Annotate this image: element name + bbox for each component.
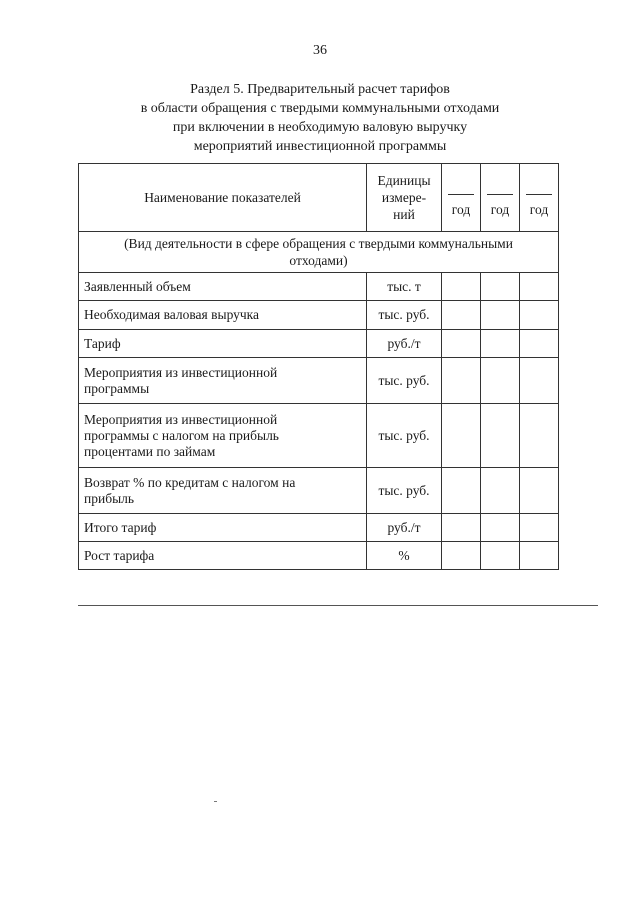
row-name-line: процентами по займам xyxy=(84,443,216,459)
table-row xyxy=(79,468,559,514)
header-unit-line: Единицы xyxy=(377,173,431,188)
heading-line: Раздел 5. Предварительный расчет тарифов xyxy=(190,82,450,97)
section-heading xyxy=(80,80,560,156)
row-name-line: Рост тарифа xyxy=(84,547,155,563)
year-label: год xyxy=(529,202,549,217)
row-indicator-name xyxy=(79,358,367,404)
row-value-cell xyxy=(520,301,559,330)
row-name-line: Заявленный объем xyxy=(84,278,191,294)
page-number: 36 xyxy=(313,43,327,58)
row-indicator-name xyxy=(79,404,367,468)
activity-type-title xyxy=(79,232,559,273)
row-value-cell xyxy=(442,301,481,330)
header-unit-line: ний xyxy=(393,207,415,222)
row-unit: % xyxy=(367,542,442,570)
row-name-line: Тариф xyxy=(84,335,121,351)
activity-type-line: (Вид деятельности в сфере обращения с твердыми коммунальными xyxy=(124,236,513,251)
row-indicator-name xyxy=(79,514,367,542)
row-value-cell xyxy=(520,330,559,358)
row-name-line: программы xyxy=(84,380,150,396)
row-indicator-name xyxy=(79,301,367,330)
table-row xyxy=(79,358,559,404)
row-value-cell xyxy=(442,404,481,468)
row-unit: руб./т xyxy=(367,514,442,542)
row-name-line: Мероприятия из инвестиционной xyxy=(84,411,278,427)
bottom-divider xyxy=(78,605,598,606)
row-value-cell xyxy=(481,514,520,542)
table-row xyxy=(79,301,559,330)
header-year-1 xyxy=(442,164,481,232)
row-unit: руб./т xyxy=(367,330,442,358)
row-value-cell xyxy=(520,273,559,301)
header-indicator-name: Наименование показателей xyxy=(79,164,367,232)
row-value-cell xyxy=(481,468,520,514)
row-value-cell xyxy=(442,468,481,514)
row-value-cell xyxy=(520,542,559,570)
row-value-cell xyxy=(520,514,559,542)
row-value-cell xyxy=(442,358,481,404)
table-header-row xyxy=(79,164,559,232)
row-unit: тыс. руб. xyxy=(367,468,442,514)
row-indicator-name xyxy=(79,468,367,514)
row-value-cell xyxy=(481,542,520,570)
row-name-line: программы с налогом на прибыль xyxy=(84,427,279,443)
year-blank-line xyxy=(487,194,513,195)
heading-line: при включении в необходимую валовую выручку xyxy=(172,120,468,135)
table-row xyxy=(79,273,559,301)
row-unit: тыс. руб. xyxy=(367,301,442,330)
header-year-2 xyxy=(481,164,520,232)
row-unit: тыс. т xyxy=(367,273,442,301)
row-value-cell xyxy=(442,542,481,570)
header-unit-line: измере- xyxy=(381,190,427,205)
row-value-cell xyxy=(520,404,559,468)
row-value-cell xyxy=(442,330,481,358)
year-label: год xyxy=(451,202,471,217)
tariff-table xyxy=(78,163,559,570)
table-row xyxy=(79,542,559,570)
row-indicator-name xyxy=(79,330,367,358)
table-row xyxy=(79,404,559,468)
scan-mark xyxy=(214,801,217,802)
row-value-cell xyxy=(520,358,559,404)
row-value-cell xyxy=(481,330,520,358)
year-label: год xyxy=(490,202,510,217)
row-value-cell xyxy=(481,301,520,330)
activity-type-line: отходами) xyxy=(289,253,348,268)
header-year-3 xyxy=(520,164,559,232)
row-name-line: Мероприятия из инвестиционной xyxy=(84,364,278,380)
row-value-cell xyxy=(481,404,520,468)
row-name-line: Итого тариф xyxy=(84,519,157,535)
row-unit: тыс. руб. xyxy=(367,404,442,468)
heading-line: в области обращения с твердыми коммунальными отходами xyxy=(140,101,500,116)
row-value-cell xyxy=(520,468,559,514)
row-name-line: Возврат % по кредитам с налогом на xyxy=(84,474,296,490)
year-blank-line xyxy=(526,194,552,195)
heading-line: мероприятий инвестиционной программы xyxy=(193,139,447,154)
row-name-line: Необходимая валовая выручка xyxy=(84,307,260,322)
year-blank-line xyxy=(448,194,474,195)
row-name-line: прибыль xyxy=(84,490,135,506)
row-value-cell xyxy=(442,273,481,301)
header-unit xyxy=(367,164,442,232)
row-value-cell xyxy=(442,514,481,542)
row-value-cell xyxy=(481,273,520,301)
row-unit: тыс. руб. xyxy=(367,358,442,404)
table-section-row xyxy=(79,232,559,273)
table-row xyxy=(79,514,559,542)
row-indicator-name xyxy=(79,273,367,301)
row-indicator-name xyxy=(79,542,367,570)
table-row xyxy=(79,330,559,358)
row-value-cell xyxy=(481,358,520,404)
